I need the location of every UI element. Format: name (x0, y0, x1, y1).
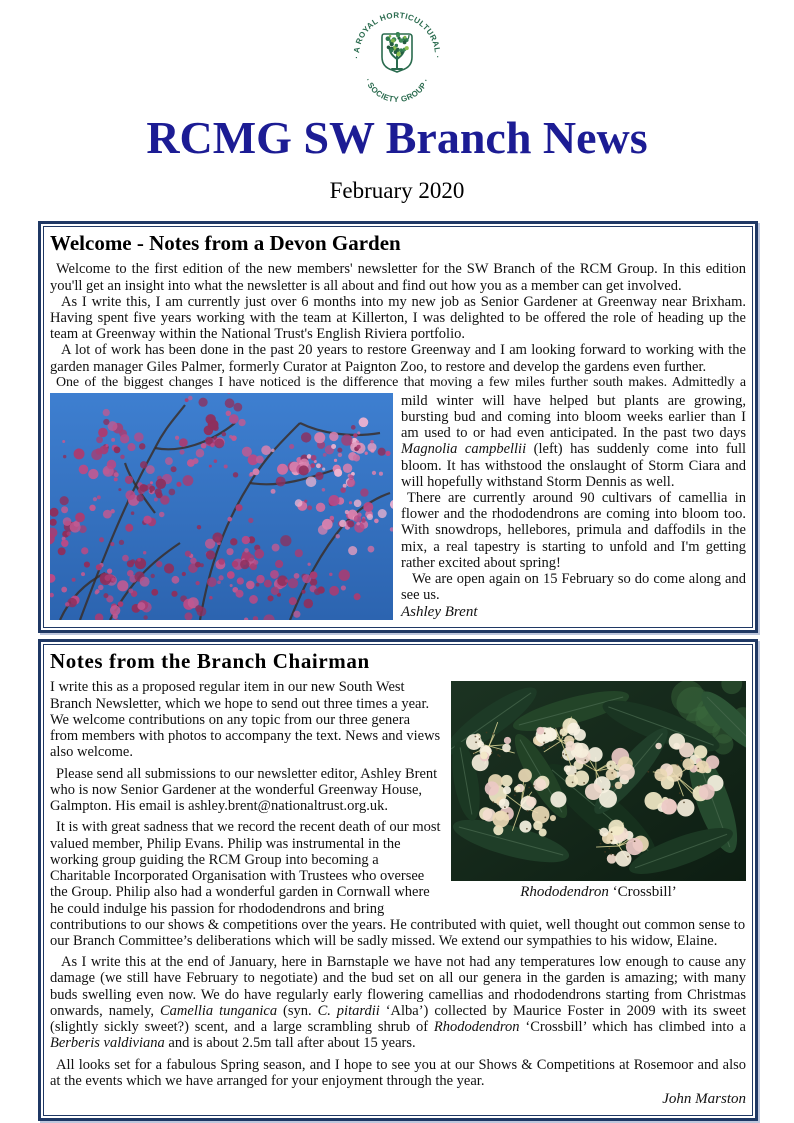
logo-top-arc-text: · A ROYAL HORTICULTURAL · (351, 10, 443, 59)
rhododendron-figure (451, 681, 746, 901)
welcome-wrapped-paragraph-1: mild winter will have helped but plants are growing, bursting bud and coming into bloom weeks earlier than I am used to or had even anticipated. In the past two days Magnolia campbellii (left) has suddenly come into full bloom. It has withstood the onslaught of Storm Ciara and will hopefully withstand Storm Dennis as well. (401, 392, 747, 490)
chairman-signature: John Marston (662, 1091, 746, 1108)
chairman-heading: Notes from the Branch Chairman (50, 649, 370, 674)
chairman-paragraph-2: Please send all submissions to our newsletter editor, Ashley Brent who is now Senior Gardener at the wonderful Greenway House, Galmpton. His email is ashley.brent@nationaltrust.org.uk. (50, 765, 438, 815)
welcome-wrapped-paragraph-2: There are currently around 90 cultivars of camellia in flower and the rhododendrons are coming into bloom too. With snowdrops, hellebores, primula and daffodils in the mix, a real tapestry is starting to unfold and I'm getting rather excited about spring! (401, 490, 746, 571)
rhs-group-logo (0, 6, 794, 106)
rhododendron-photo (451, 681, 746, 881)
welcome-paragraph-1: Welcome to the first edition of the new members' newsletter for the SW Branch of the RCM Group. In this edition you'll get an insight into what the newsletter is all about and find out how you as a member can get involved. (50, 261, 746, 294)
welcome-paragraph-2: As I write this, I am currently just over 6 months into my new job as Senior Gardener at Greenway near Brixham. Having spent five years working with the team at Killerton, I was delighted to be offered the role of heading up the team at Greenway within the National Trust's English Riviera portfolio. (50, 293, 746, 343)
chairman-paragraph-3: It is with great sadness that we record the recent death of our most valued member, Philip Evans. Philip was instrumental in the working group guiding the RCM Group into becoming a Charitable Incorporated Organisation with Trustees who oversee the Group. Philip also had a wonderful garden in Cornwall where he could indulge his passion for rhododendrons and bring contributions to our shows & competitions over the years. He contributed with quiet, well thought out common sense to our Branch Committee’s deliberations which will be sadly missed. We extend our sympathies to his widow, Elaine. (50, 819, 746, 949)
welcome-wrapped-paragraph-3: We are open again on 15 February so do come along and see us. (401, 571, 746, 604)
welcome-paragraph-3: A lot of work has been done in the past 20 years to restore Greenway and I am looking forward to working with the garden manager Giles Palmer, formerly Curator at Paignton Zoo, to restore and develop the gardens even further. (50, 342, 746, 375)
chairman-section (38, 639, 758, 1120)
welcome-paragraph-4-lead: One of the biggest changes I have noticed is the difference that moving a few miles further south makes. Admittedly a (56, 374, 746, 390)
chairman-paragraph-1: I write this as a proposed regular item in our new South West Branch Newsletter, which we hope to send out three times a year. We welcome contributions on any topic from our three genera from members with photos to accompany the text. News and views also welcome. (50, 679, 441, 761)
magnolia-photo (50, 393, 393, 620)
welcome-photo-text-row (50, 393, 746, 621)
welcome-section (38, 221, 758, 633)
chairman-paragraph-5: All looks set for a fabulous Spring season, and I hope to see you at our Shows & Competitions at Rosemoor and also at the events which we have arranged for your enjoyment through the year. (50, 1056, 746, 1089)
rhs-group-logo-graphic (346, 6, 448, 106)
masthead (0, 0, 794, 204)
logo-bottom-arc-text: · SOCIETY GROUP · (363, 76, 431, 105)
svg-text:· SOCIETY GROUP · (363, 77, 431, 104)
rhododendron-caption: Rhododendron ‘Crossbill’ (520, 884, 677, 901)
welcome-signature: Ashley Brent (401, 603, 478, 620)
issue-date: February 2020 (329, 178, 465, 204)
page-title: RCMG SW Branch News (146, 112, 648, 163)
chairman-paragraph-4: As I write this at the end of January, here in Barnstaple we have not had any temperatures low enough to cause any damage (we still have February to negotiate) and the bud set on all our genera in the garden is amazing; with many buds swelling even now. We do have regularly early flowering camellias and rhododendrons starting from Christmas onwards, namely, Camellia tunganica (syn. C. pitardii ‘Alba’) collected by Maurice Foster in 2009 with its sweet (slightly sickly sweet?) scent, and a large scrambling shrub of Rhododendron ‘Crossbill’ which has climbed into a Berberis valdiviana and is about 2.5m tall after about 15 years. (50, 954, 746, 1052)
welcome-heading: Welcome - Notes from a Devon Garden (50, 231, 401, 256)
welcome-wrapped-text (401, 393, 746, 621)
